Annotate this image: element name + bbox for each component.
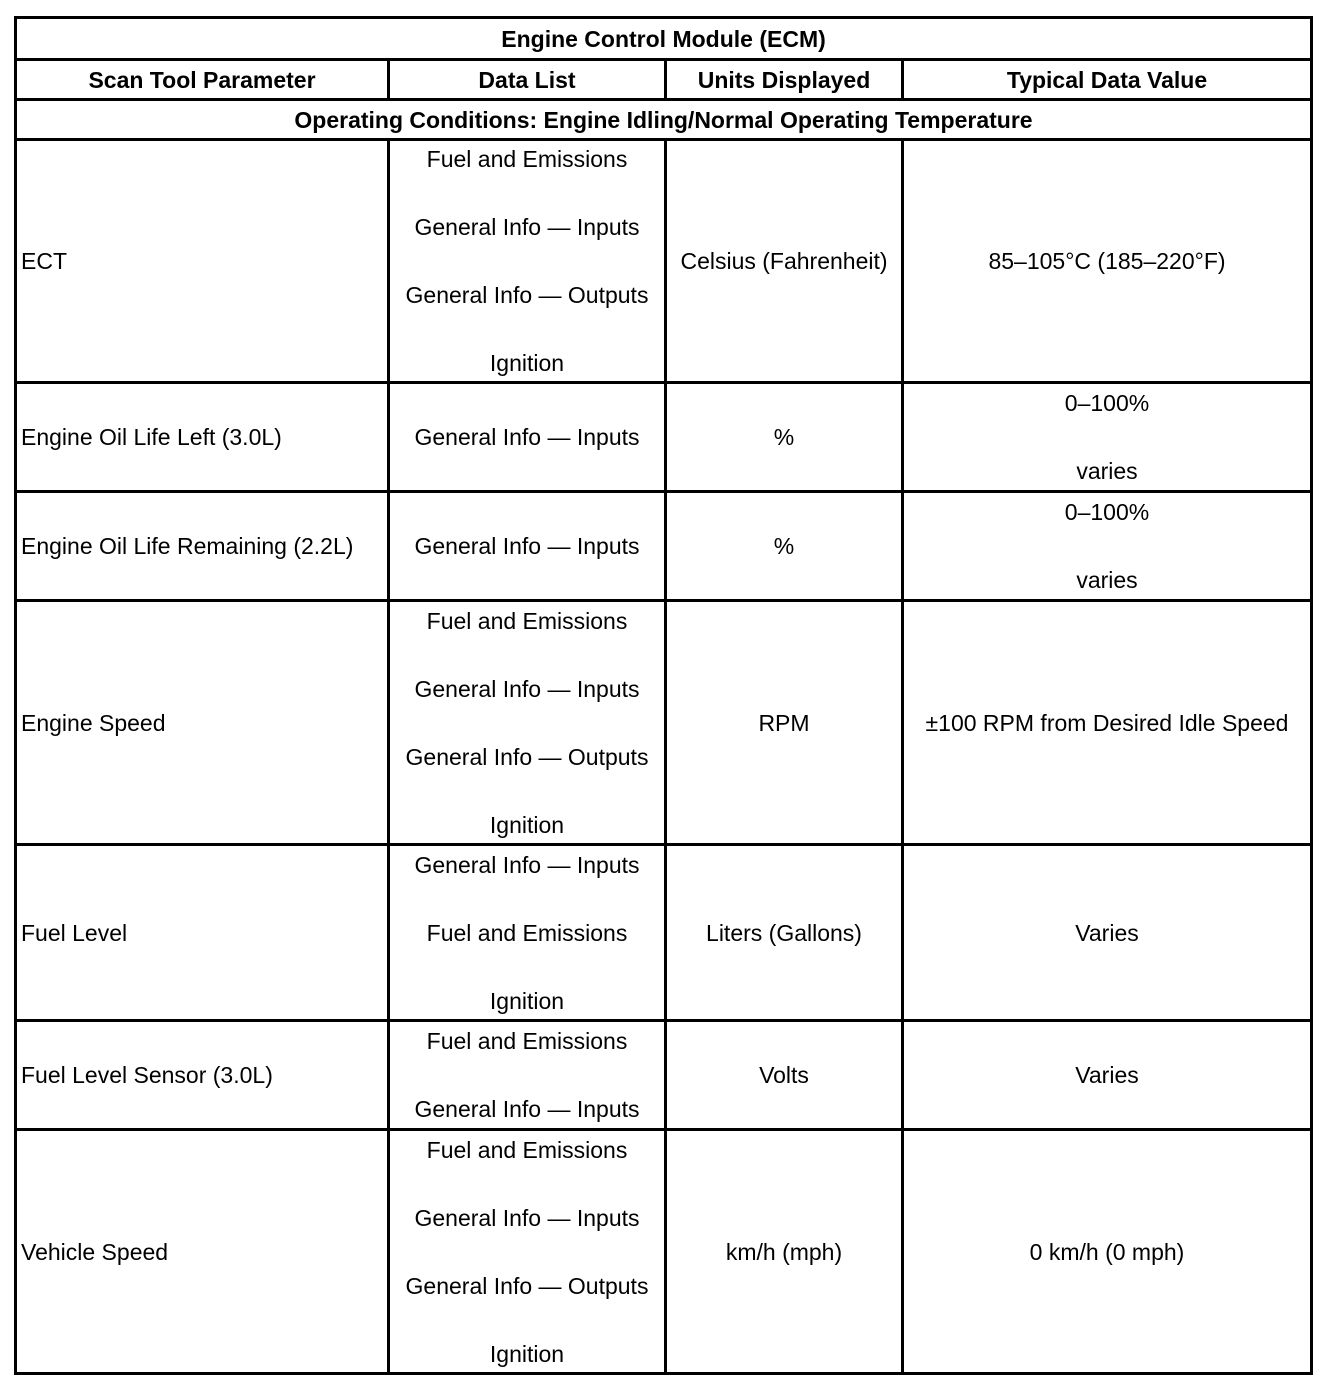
table-row	[16, 1130, 1312, 1374]
column-header-scan-tool-parameter: Scan Tool Parameter	[16, 60, 389, 100]
data-list-entry: General Info — Inputs	[414, 851, 640, 878]
data-list-cell	[389, 383, 666, 492]
data-list-entry: Fuel and Emissions	[426, 146, 628, 172]
table-header-row	[16, 60, 1312, 100]
typical-value-entry: 0–100%	[1064, 499, 1150, 525]
column-header-units-displayed: Units Displayed	[666, 60, 903, 100]
data-list-entry: General Info — Outputs	[405, 282, 649, 308]
data-list-entry: Fuel and Emissions	[426, 1028, 628, 1054]
table-row	[16, 383, 1312, 492]
table-row	[16, 492, 1312, 601]
column-header-typical-data-value: Typical Data Value	[903, 60, 1312, 100]
data-list-entry: General Info — Outputs	[405, 743, 649, 770]
units-displayed-cell: %	[666, 383, 903, 492]
units-displayed-cell: %	[666, 492, 903, 601]
typical-value-entry: 0–100%	[1064, 390, 1150, 416]
data-list-cell	[389, 845, 666, 1021]
table-row	[16, 601, 1312, 845]
table-row	[16, 1021, 1312, 1130]
typical-value-entry: varies	[1076, 458, 1138, 484]
data-list-entry: Ignition	[489, 350, 565, 376]
scan-tool-parameter-cell: ECT	[16, 140, 389, 383]
data-list-entry: General Info — Inputs	[414, 1096, 640, 1122]
data-list-entry: General Info — Inputs	[414, 533, 640, 559]
scan-tool-parameter-cell: Engine Oil Life Left (3.0L)	[16, 383, 389, 492]
typical-value-entry: 85–105°C (185–220°F)	[988, 248, 1226, 274]
data-list-entry: Fuel and Emissions	[426, 1136, 628, 1163]
table-title-row	[16, 18, 1312, 60]
table-row	[16, 845, 1312, 1021]
typical-value-entry: Varies	[1075, 919, 1139, 946]
data-list-entry: Fuel and Emissions	[426, 919, 628, 946]
column-header-data-list: Data List	[389, 60, 666, 100]
typical-value-entry: 0 km/h (0 mph)	[1029, 1238, 1185, 1265]
scan-tool-parameter-cell: Engine Speed	[16, 601, 389, 845]
typical-value-entry: ±100 RPM from Desired Idle Speed	[925, 709, 1289, 736]
table-row	[16, 140, 1312, 383]
data-list-entry: Fuel and Emissions	[426, 607, 628, 634]
operating-conditions: Operating Conditions: Engine Idling/Normal Operating Temperature	[16, 100, 1312, 140]
data-list-cell	[389, 140, 666, 383]
data-list-cell	[389, 1021, 666, 1130]
typical-data-value-cell	[903, 140, 1312, 383]
units-displayed-cell: RPM	[666, 601, 903, 845]
units-displayed-cell: Liters (Gallons)	[666, 845, 903, 1021]
data-list-cell	[389, 492, 666, 601]
typical-data-value-cell	[903, 1021, 1312, 1130]
ecm-data-table	[14, 16, 1313, 1375]
data-list-cell	[389, 601, 666, 845]
scan-tool-parameter-cell: Engine Oil Life Remaining (2.2L)	[16, 492, 389, 601]
units-displayed-cell: km/h (mph)	[666, 1130, 903, 1374]
data-list-entry: General Info — Outputs	[405, 1272, 649, 1299]
typical-value-entry: varies	[1076, 567, 1138, 593]
typical-value-entry: Varies	[1075, 1062, 1139, 1088]
scan-tool-parameter-cell: Fuel Level	[16, 845, 389, 1021]
typical-data-value-cell	[903, 601, 1312, 845]
data-list-entry: Ignition	[489, 1340, 565, 1367]
operating-conditions-row	[16, 100, 1312, 140]
data-list-entry: General Info — Inputs	[414, 1204, 640, 1231]
units-displayed-cell: Volts	[666, 1021, 903, 1130]
scan-tool-parameter-cell: Fuel Level Sensor (3.0L)	[16, 1021, 389, 1130]
data-list-cell	[389, 1130, 666, 1374]
data-list-entry: General Info — Inputs	[414, 214, 640, 240]
data-list-entry: General Info — Inputs	[414, 675, 640, 702]
data-list-entry: Ignition	[489, 811, 565, 838]
data-list-entry: General Info — Inputs	[414, 424, 640, 450]
scan-tool-parameter-cell: Vehicle Speed	[16, 1130, 389, 1374]
typical-data-value-cell	[903, 492, 1312, 601]
typical-data-value-cell	[903, 383, 1312, 492]
typical-data-value-cell	[903, 1130, 1312, 1374]
data-list-entry: Ignition	[489, 987, 565, 1014]
units-displayed-cell: Celsius (Fahrenheit)	[666, 140, 903, 383]
typical-data-value-cell	[903, 845, 1312, 1021]
table-title: Engine Control Module (ECM)	[16, 18, 1312, 60]
